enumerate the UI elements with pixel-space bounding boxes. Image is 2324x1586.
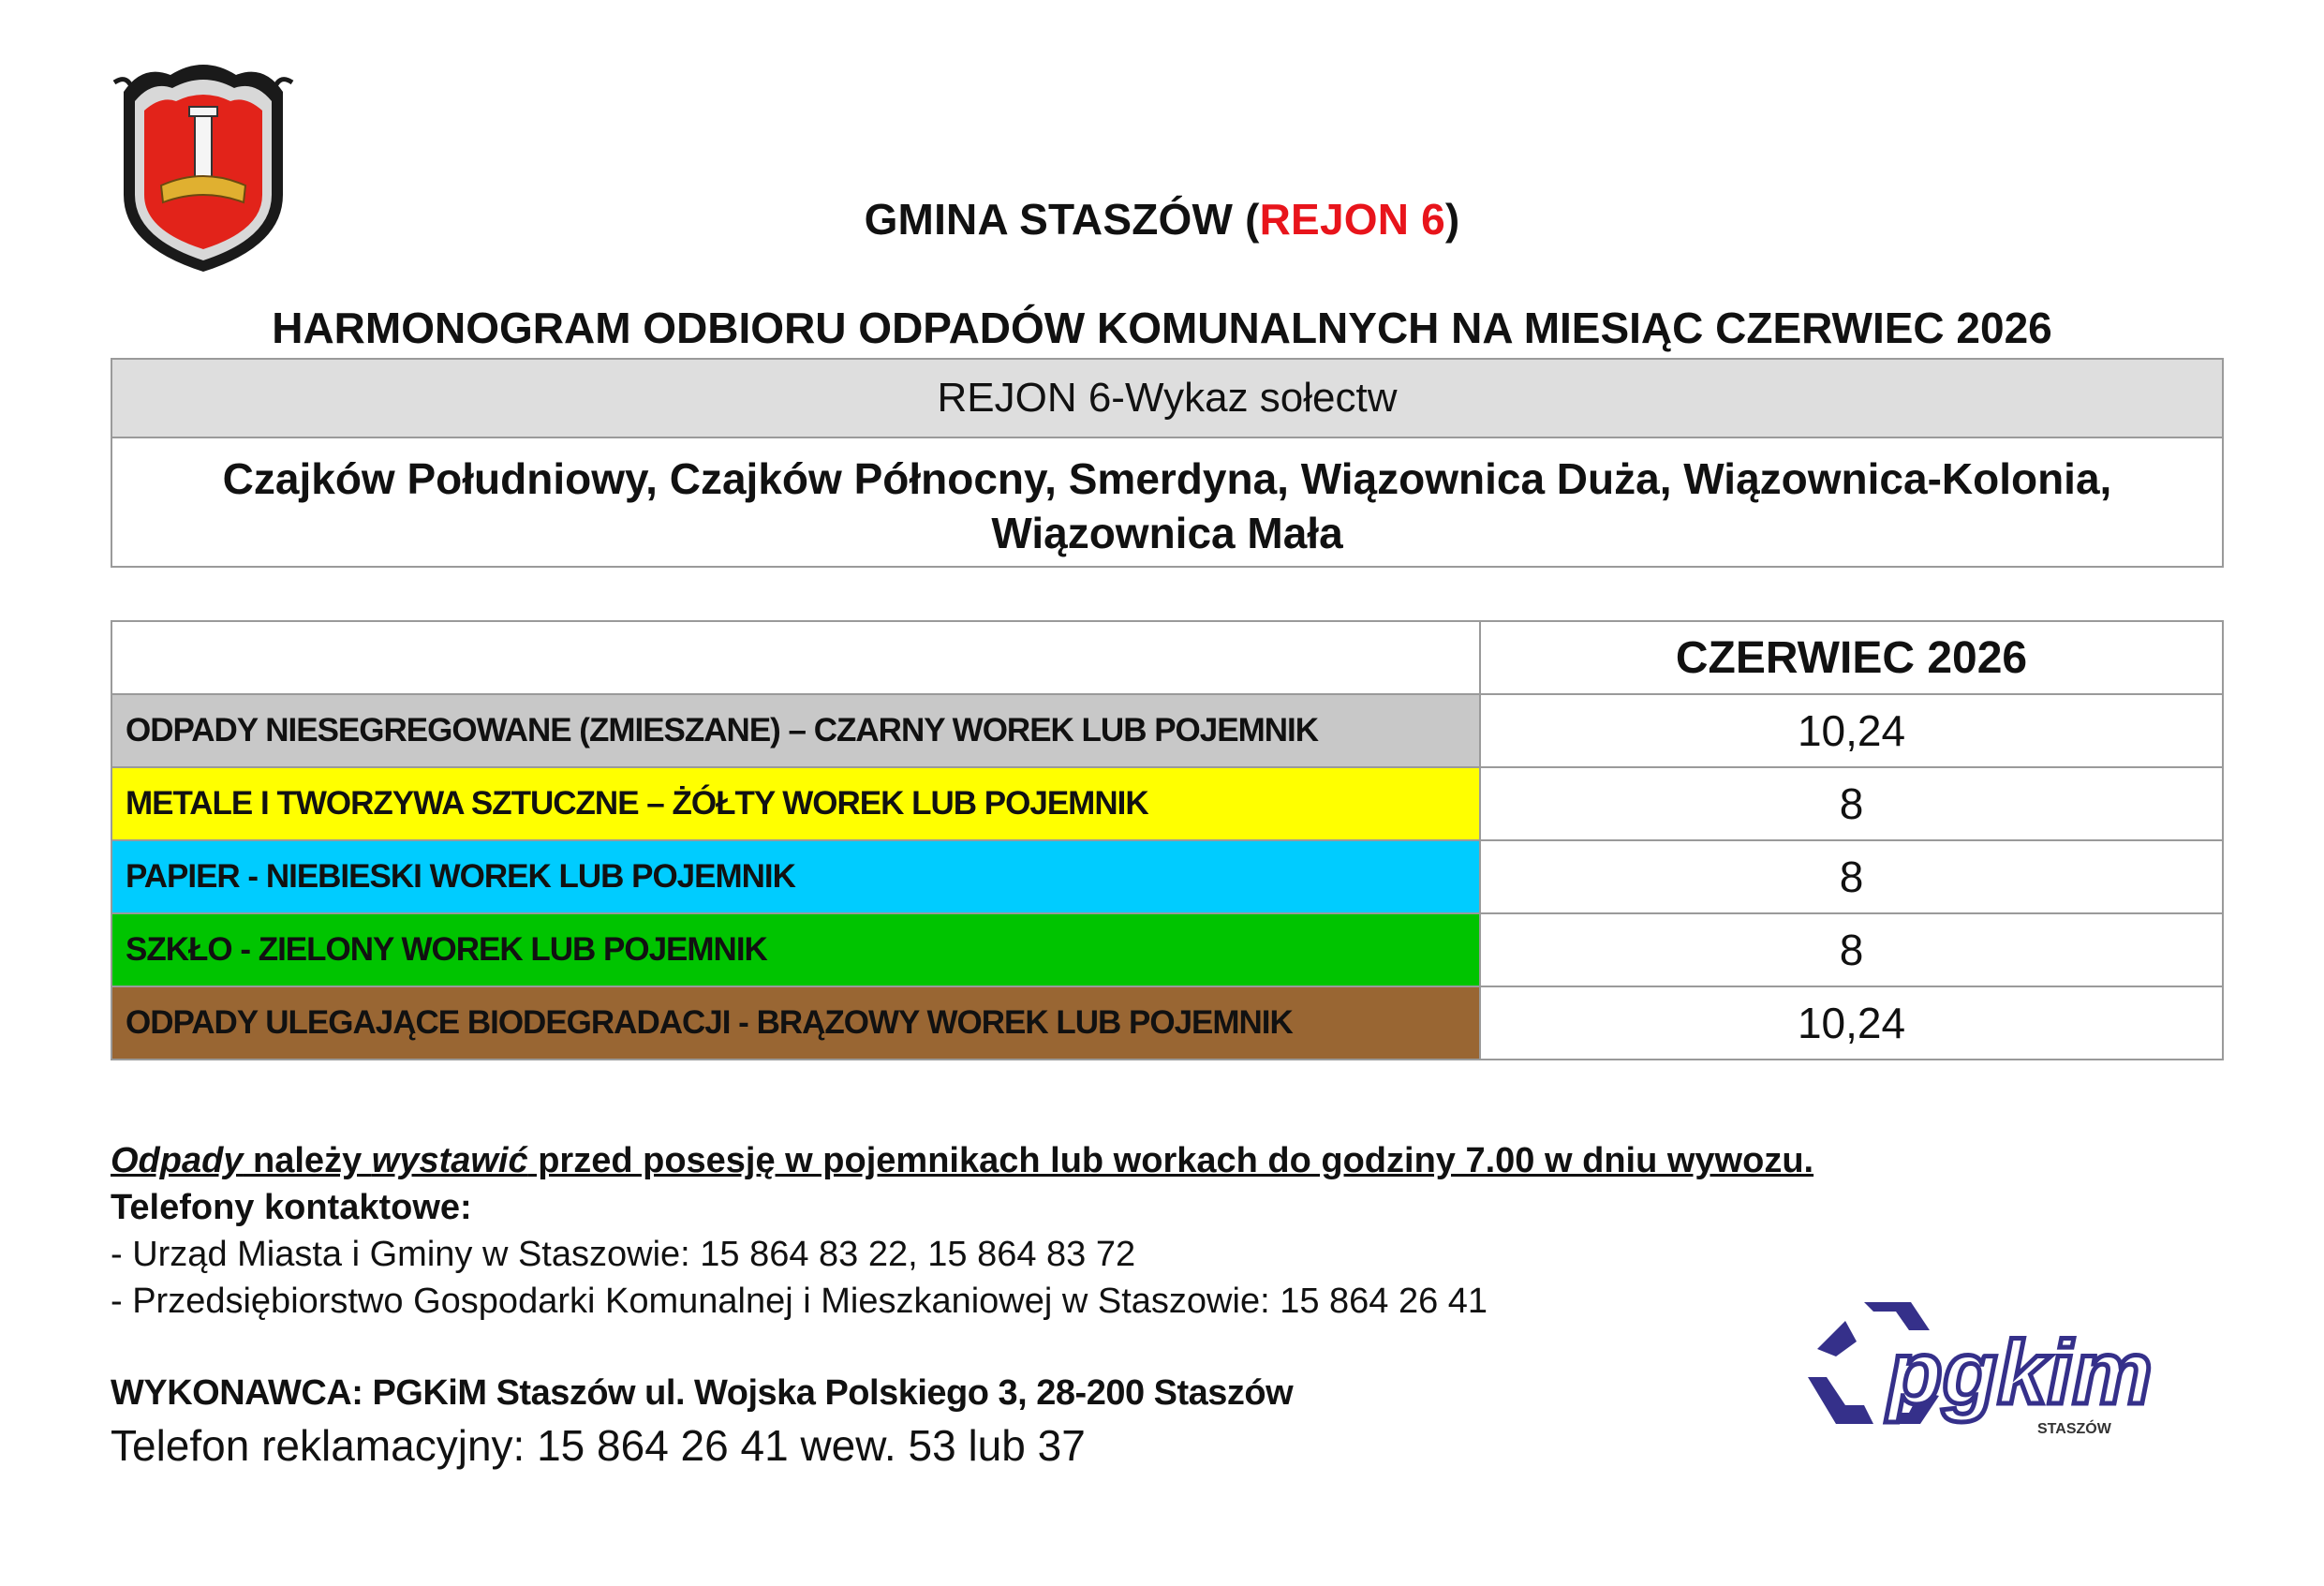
region-heading: REJON 6-Wykaz sołectw — [112, 360, 2222, 438]
table-row — [111, 913, 2223, 986]
empty-header-cell — [111, 621, 1480, 694]
region-box — [111, 358, 2224, 568]
pgkim-subtitle: STASZÓW — [2037, 1421, 2111, 1437]
coat-of-arms-icon — [105, 54, 302, 279]
complaint-phone: Telefon reklamacyjny: 15 864 26 41 wew. 53 lub 37 — [111, 1421, 1086, 1470]
table-header-row — [111, 621, 2223, 694]
month-header: CZERWIEC 2026 — [1480, 621, 2223, 694]
table-row — [111, 767, 2223, 840]
region-number: REJON 6 — [1259, 195, 1445, 244]
village-list: Czajków Południowy, Czajków Północny, Smerdyna, Wiązownica Duża, Wiązownica-Kolonia, Wiązownica Mała — [222, 454, 2112, 557]
phone-line: - Urząd Miasta i Gminy w Staszowie: 15 864 83 22, 15 864 83 72 — [111, 1235, 1136, 1274]
table-row — [111, 694, 2223, 767]
table-row — [111, 840, 2223, 913]
collection-dates: 8 — [1480, 767, 2223, 840]
collection-schedule-table — [111, 620, 2224, 1060]
waste-category: SZKŁO - ZIELONY WOREK LUB POJEMNIK — [111, 913, 1480, 986]
pgkim-wordmark: pgkim — [1887, 1323, 2153, 1423]
phones-heading: Telefony kontaktowe: — [111, 1188, 472, 1227]
collection-dates: 8 — [1480, 913, 2223, 986]
table-row — [111, 986, 2223, 1060]
phone-line: - Przedsiębiorstwo Gospodarki Komunalnej i Mieszkaniowej w Staszowie: 15 864 26 41 — [111, 1282, 1488, 1321]
collection-dates: 8 — [1480, 840, 2223, 913]
contractor-info: WYKONAWCA: PGKiM Staszów ul. Wojska Polskiego 3, 28-200 Staszów — [111, 1373, 1294, 1413]
waste-category: ODPADY NIESEGREGOWANE (ZMIESZANE) – CZARNY WOREK LUB POJEMNIK — [111, 694, 1480, 767]
pgkim-logo-icon — [1799, 1283, 2173, 1443]
waste-category: METALE I TWORZYWA SZTUCZNE – ŻÓŁTY WOREK LUB POJEMNIK — [111, 767, 1480, 840]
waste-category: ODPADY ULEGAJĄCE BIODEGRADACJI - BRĄZOWY WOREK LUB POJEMNIK — [111, 986, 1480, 1060]
collection-dates: 10,24 — [1480, 986, 2223, 1060]
collection-dates: 10,24 — [1480, 694, 2223, 767]
schedule-title: HARMONOGRAM ODBIORU ODPADÓW KOMUNALNYCH NA MIESIĄC CZERWIEC 2026 — [272, 304, 2052, 352]
placement-instruction: Odpady należy wystawić przed posesję w pojemnikach lub workach do godziny 7.00 w dniu wywozu. — [111, 1141, 1814, 1180]
page-title: GMINA STASZÓW (REJON 6) — [864, 195, 1460, 244]
waste-category: PAPIER - NIEBIESKI WOREK LUB POJEMNIK — [111, 840, 1480, 913]
